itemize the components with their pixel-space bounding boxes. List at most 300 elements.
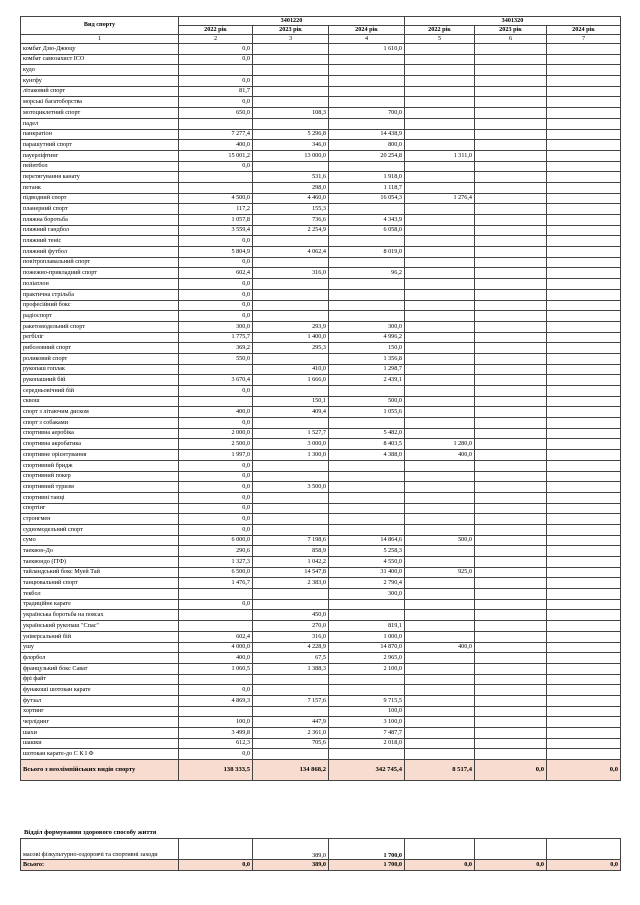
amount-cell: 1 527,7 xyxy=(253,428,329,439)
amount-cell: 9 715,5 xyxy=(329,695,405,706)
amount-cell xyxy=(475,439,547,450)
amount-cell: 0,0 xyxy=(179,97,253,108)
amount-cell xyxy=(329,311,405,322)
total-amount: 134 868,2 xyxy=(253,760,329,781)
amount-cell xyxy=(547,717,621,728)
amount-cell: 295,3 xyxy=(253,343,329,354)
amount-cell xyxy=(405,343,475,354)
amount-cell xyxy=(547,567,621,578)
sport-name: рукопашний бій xyxy=(21,375,179,386)
amount-cell xyxy=(547,161,621,172)
sport-name: регбіліг xyxy=(21,332,179,343)
amount-cell xyxy=(475,524,547,535)
amount-cell xyxy=(405,407,475,418)
amount-cell xyxy=(547,204,621,215)
amount-cell xyxy=(179,65,253,76)
amount-cell xyxy=(475,663,547,674)
amount-cell xyxy=(405,482,475,493)
amount-cell xyxy=(253,492,329,503)
amount-cell xyxy=(405,631,475,642)
amount-cell: 410,0 xyxy=(253,364,329,375)
amount-cell: 400,0 xyxy=(405,642,475,653)
amount-cell xyxy=(253,311,329,322)
amount-cell: 298,0 xyxy=(253,182,329,193)
amount-cell xyxy=(329,279,405,290)
table-row xyxy=(21,471,621,482)
amount-cell: 1 666,0 xyxy=(253,375,329,386)
amount-cell xyxy=(253,514,329,525)
amount-cell xyxy=(475,396,547,407)
sport-name: футзал xyxy=(21,695,179,706)
table-row xyxy=(21,161,621,172)
amount-cell xyxy=(405,557,475,568)
amount-cell: 550,0 xyxy=(179,353,253,364)
sport-name: спортінг xyxy=(21,503,179,514)
amount-cell xyxy=(329,492,405,503)
amount-cell xyxy=(405,492,475,503)
amount-cell xyxy=(547,578,621,589)
table-row xyxy=(21,535,621,546)
amount-cell xyxy=(475,375,547,386)
amount-cell: 4 869,3 xyxy=(179,695,253,706)
amount-cell xyxy=(405,247,475,258)
table-row xyxy=(21,108,621,119)
amount-cell xyxy=(253,44,329,55)
amount-cell: 500,0 xyxy=(405,535,475,546)
amount-cell xyxy=(475,386,547,397)
table-row xyxy=(21,663,621,674)
amount-cell: 0,0 xyxy=(179,161,253,172)
amount-cell xyxy=(547,685,621,696)
amount-cell xyxy=(475,364,547,375)
amount-cell xyxy=(475,86,547,97)
amount-cell: 155,3 xyxy=(253,204,329,215)
sport-name: фрі файт xyxy=(21,674,179,685)
amount-cell: 3 000,0 xyxy=(253,439,329,450)
sport-name: шахи xyxy=(21,728,179,739)
amount-cell xyxy=(547,839,621,860)
amount-cell xyxy=(547,386,621,397)
amount-cell xyxy=(475,685,547,696)
amount-cell: 925,0 xyxy=(405,567,475,578)
header-col-number: 4 xyxy=(329,35,405,44)
sport-name: мотоциклетний спорт xyxy=(21,108,179,119)
amount-cell xyxy=(179,172,253,183)
amount-cell: 20 254,8 xyxy=(329,150,405,161)
amount-cell xyxy=(547,407,621,418)
amount-cell xyxy=(405,140,475,151)
amount-cell: 4 343,9 xyxy=(329,215,405,226)
amount-cell xyxy=(329,54,405,65)
amount-cell xyxy=(253,685,329,696)
amount-cell xyxy=(475,97,547,108)
amount-cell xyxy=(405,386,475,397)
amount-cell xyxy=(329,97,405,108)
amount-cell xyxy=(547,589,621,600)
amount-cell xyxy=(405,524,475,535)
sport-name: спорт з собаками xyxy=(21,418,179,429)
amount-cell xyxy=(253,257,329,268)
amount-cell xyxy=(547,695,621,706)
amount-cell xyxy=(475,492,547,503)
sport-name: таеквон-До xyxy=(21,546,179,557)
amount-cell: 7 198,6 xyxy=(253,535,329,546)
table-row xyxy=(21,685,621,696)
amount-cell xyxy=(179,621,253,632)
amount-cell: 1 280,0 xyxy=(405,439,475,450)
amount-cell: 0,0 xyxy=(179,257,253,268)
table-row xyxy=(21,311,621,322)
amount-cell: 0,0 xyxy=(179,236,253,247)
amount-cell xyxy=(475,653,547,664)
amount-cell xyxy=(405,578,475,589)
amount-cell: 293,9 xyxy=(253,321,329,332)
amount-cell xyxy=(179,364,253,375)
amount-cell xyxy=(547,535,621,546)
amount-cell xyxy=(475,321,547,332)
amount-cell xyxy=(547,471,621,482)
sport-name: спорт з літаючим диском xyxy=(21,407,179,418)
amount-cell: 67,5 xyxy=(253,653,329,664)
amount-cell xyxy=(475,65,547,76)
amount-cell xyxy=(253,279,329,290)
amount-cell: 400,0 xyxy=(179,407,253,418)
amount-cell: 4 062,4 xyxy=(253,247,329,258)
amount-cell xyxy=(253,503,329,514)
amount-cell xyxy=(253,418,329,429)
amount-cell xyxy=(329,386,405,397)
amount-cell xyxy=(405,839,475,860)
amount-cell: 1 000,0 xyxy=(329,631,405,642)
sport-name: роликовий спорт xyxy=(21,353,179,364)
amount-cell: 316,0 xyxy=(253,631,329,642)
table-row xyxy=(21,631,621,642)
amount-cell xyxy=(547,439,621,450)
amount-cell: 0,0 xyxy=(179,460,253,471)
amount-cell xyxy=(547,492,621,503)
amount-cell xyxy=(475,225,547,236)
amount-cell xyxy=(179,589,253,600)
sport-name: планерний спорт xyxy=(21,204,179,215)
sport-name: пейнтбол xyxy=(21,161,179,172)
amount-cell: 1 055,6 xyxy=(329,407,405,418)
table-row xyxy=(21,706,621,717)
amount-cell xyxy=(405,546,475,557)
amount-cell xyxy=(405,428,475,439)
sport-name: шотокан карате-до С К І Ф xyxy=(21,749,179,760)
table-row xyxy=(21,289,621,300)
table-row xyxy=(21,364,621,375)
table-row xyxy=(21,182,621,193)
sport-name: комбат самозахист ІСО xyxy=(21,54,179,65)
table-row xyxy=(21,749,621,760)
amount-cell: 1 388,3 xyxy=(253,663,329,674)
amount-cell xyxy=(547,450,621,461)
amount-cell: 290,6 xyxy=(179,546,253,557)
amount-cell xyxy=(547,44,621,55)
amount-cell xyxy=(329,599,405,610)
amount-cell xyxy=(475,353,547,364)
sport-name: хортинг xyxy=(21,706,179,717)
sport-name: фунакоші шотокан карате xyxy=(21,685,179,696)
amount-cell xyxy=(253,97,329,108)
amount-cell xyxy=(405,396,475,407)
amount-cell xyxy=(547,247,621,258)
amount-cell xyxy=(253,65,329,76)
amount-cell xyxy=(475,118,547,129)
amount-cell xyxy=(329,749,405,760)
amount-cell xyxy=(405,86,475,97)
amount-cell: 4 550,0 xyxy=(329,557,405,568)
sport-name: поліатлон xyxy=(21,279,179,290)
sport-name: спортивний бридж xyxy=(21,460,179,471)
amount-cell xyxy=(405,418,475,429)
table-row xyxy=(21,589,621,600)
amount-cell xyxy=(329,300,405,311)
amount-cell: 108,3 xyxy=(253,108,329,119)
amount-cell xyxy=(253,460,329,471)
amount-cell xyxy=(475,215,547,226)
amount-cell: 1 400,0 xyxy=(253,332,329,343)
amount-cell: 2 383,0 xyxy=(253,578,329,589)
table-row xyxy=(21,44,621,55)
amount-cell: 612,3 xyxy=(179,738,253,749)
amount-cell: 409,4 xyxy=(253,407,329,418)
amount-cell xyxy=(179,610,253,621)
amount-cell xyxy=(405,172,475,183)
table-row xyxy=(21,557,621,568)
amount-cell xyxy=(253,300,329,311)
amount-cell: 1 700,0 xyxy=(329,839,405,860)
table-row xyxy=(21,428,621,439)
amount-cell xyxy=(179,674,253,685)
table-row xyxy=(21,439,621,450)
total-row xyxy=(21,760,621,781)
amount-cell: 100,0 xyxy=(329,706,405,717)
sport-name: підводний спорт xyxy=(21,193,179,204)
sport-name: спортивний туризм xyxy=(21,482,179,493)
amount-cell xyxy=(475,839,547,860)
sport-name: сумо xyxy=(21,535,179,546)
amount-cell: 1 356,8 xyxy=(329,353,405,364)
amount-cell: 2 100,0 xyxy=(329,663,405,674)
amount-cell: 4 228,9 xyxy=(253,642,329,653)
total-amount: 0,0 xyxy=(475,760,547,781)
amount-cell xyxy=(475,76,547,87)
table-row xyxy=(21,65,621,76)
total-amount: 0,0 xyxy=(475,860,547,871)
amount-cell: 450,0 xyxy=(253,610,329,621)
sport-name: спортивна аеробіка xyxy=(21,428,179,439)
amount-cell: 0,0 xyxy=(179,279,253,290)
amount-cell xyxy=(475,557,547,568)
amount-cell: 300,0 xyxy=(329,589,405,600)
table-row xyxy=(21,621,621,632)
table-row xyxy=(21,225,621,236)
sport-name: пожежно-прикладний спорт xyxy=(21,268,179,279)
table-row xyxy=(21,268,621,279)
amount-cell: 16 054,3 xyxy=(329,193,405,204)
amount-cell xyxy=(547,321,621,332)
amount-cell xyxy=(405,44,475,55)
total-amount: 1 700,0 xyxy=(329,860,405,871)
sport-name: французький бокс Сават xyxy=(21,663,179,674)
amount-cell xyxy=(547,268,621,279)
amount-cell xyxy=(405,300,475,311)
amount-cell: 369,2 xyxy=(179,343,253,354)
amount-cell: 0,0 xyxy=(179,289,253,300)
amount-cell xyxy=(547,418,621,429)
amount-cell: 0,0 xyxy=(179,311,253,322)
amount-cell: 3 499,8 xyxy=(179,728,253,739)
amount-cell xyxy=(329,86,405,97)
sport-name: універсальний бій xyxy=(21,631,179,642)
amount-cell: 150,1 xyxy=(253,396,329,407)
amount-cell xyxy=(547,503,621,514)
amount-cell xyxy=(547,279,621,290)
amount-cell xyxy=(475,172,547,183)
amount-cell xyxy=(475,150,547,161)
amount-cell xyxy=(475,204,547,215)
amount-cell: 2 361,0 xyxy=(253,728,329,739)
amount-cell xyxy=(547,353,621,364)
amount-cell: 400,0 xyxy=(179,653,253,664)
amount-cell xyxy=(405,65,475,76)
amount-cell xyxy=(405,503,475,514)
table-row xyxy=(21,460,621,471)
sport-name: парашутний спорт xyxy=(21,140,179,151)
amount-cell xyxy=(547,215,621,226)
header-year: 2022 рік xyxy=(179,26,253,35)
amount-cell xyxy=(475,589,547,600)
amount-cell xyxy=(329,118,405,129)
amount-cell: 1 997,0 xyxy=(179,450,253,461)
sport-name: петанк xyxy=(21,182,179,193)
amount-cell xyxy=(329,236,405,247)
amount-cell xyxy=(253,471,329,482)
amount-cell: 3 670,4 xyxy=(179,375,253,386)
sports-budget-table xyxy=(20,16,621,781)
amount-cell xyxy=(329,289,405,300)
amount-cell: 2 965,0 xyxy=(329,653,405,664)
amount-cell: 0,0 xyxy=(179,514,253,525)
amount-cell xyxy=(253,76,329,87)
amount-cell: 3 100,0 xyxy=(329,717,405,728)
amount-cell xyxy=(547,631,621,642)
amount-cell xyxy=(329,161,405,172)
amount-cell: 150,0 xyxy=(329,343,405,354)
amount-cell xyxy=(547,257,621,268)
amount-cell: 300,0 xyxy=(179,321,253,332)
total-amount: 0,0 xyxy=(547,760,621,781)
amount-cell xyxy=(329,674,405,685)
amount-cell xyxy=(475,578,547,589)
table-row xyxy=(21,695,621,706)
total-label: Всього: xyxy=(21,860,179,871)
amount-cell: 0,0 xyxy=(179,524,253,535)
amount-cell xyxy=(475,332,547,343)
amount-cell xyxy=(329,76,405,87)
amount-cell: 15 001,2 xyxy=(179,150,253,161)
table-row xyxy=(21,118,621,129)
table-row xyxy=(21,86,621,97)
amount-cell: 1 610,0 xyxy=(329,44,405,55)
amount-cell: 31 400,0 xyxy=(329,567,405,578)
sport-name: перетягування канату xyxy=(21,172,179,183)
amount-cell: 1 476,7 xyxy=(179,578,253,589)
amount-cell xyxy=(475,193,547,204)
sport-name: традиційне карате xyxy=(21,599,179,610)
amount-cell: 0,0 xyxy=(179,503,253,514)
amount-cell xyxy=(405,332,475,343)
amount-cell: 858,9 xyxy=(253,546,329,557)
amount-cell xyxy=(475,311,547,322)
amount-cell xyxy=(475,428,547,439)
amount-cell xyxy=(547,182,621,193)
table-row xyxy=(21,97,621,108)
amount-cell xyxy=(475,535,547,546)
amount-cell: 8 019,0 xyxy=(329,247,405,258)
amount-cell xyxy=(475,503,547,514)
amount-cell xyxy=(253,589,329,600)
table-row xyxy=(21,514,621,525)
table-row xyxy=(21,418,621,429)
amount-cell xyxy=(547,599,621,610)
amount-cell xyxy=(405,76,475,87)
amount-cell xyxy=(475,108,547,119)
sport-name: морські багатоборства xyxy=(21,97,179,108)
amount-cell xyxy=(405,236,475,247)
amount-cell: 1 327,3 xyxy=(179,557,253,568)
amount-cell xyxy=(547,524,621,535)
amount-cell xyxy=(475,129,547,140)
amount-cell: 2 439,1 xyxy=(329,375,405,386)
sport-name: падел xyxy=(21,118,179,129)
amount-cell xyxy=(547,728,621,739)
amount-cell xyxy=(329,610,405,621)
amount-cell xyxy=(475,182,547,193)
header-sport-type: Вид спорту xyxy=(21,17,179,35)
amount-cell xyxy=(475,749,547,760)
table-row xyxy=(21,717,621,728)
amount-cell xyxy=(405,118,475,129)
amount-cell xyxy=(547,610,621,621)
amount-cell: 7 487,7 xyxy=(329,728,405,739)
amount-cell xyxy=(253,236,329,247)
healthy-lifestyle-table xyxy=(20,838,621,871)
amount-cell xyxy=(329,685,405,696)
amount-cell xyxy=(475,514,547,525)
amount-cell: 700,0 xyxy=(329,108,405,119)
amount-cell: 5 258,3 xyxy=(329,546,405,557)
amount-cell xyxy=(253,749,329,760)
amount-cell: 7 157,6 xyxy=(253,695,329,706)
amount-cell xyxy=(475,546,547,557)
sport-name: флорбол xyxy=(21,653,179,664)
amount-cell xyxy=(547,76,621,87)
amount-cell: 0,0 xyxy=(179,44,253,55)
amount-cell xyxy=(547,236,621,247)
amount-cell xyxy=(475,642,547,653)
amount-cell xyxy=(405,375,475,386)
amount-cell: 6 500,0 xyxy=(179,567,253,578)
total-amount: 8 517,4 xyxy=(405,760,475,781)
amount-cell xyxy=(405,653,475,664)
sport-name: пляжний гандбол xyxy=(21,225,179,236)
amount-cell xyxy=(547,546,621,557)
amount-cell: 6 058,0 xyxy=(329,225,405,236)
amount-cell: 400,0 xyxy=(179,140,253,151)
